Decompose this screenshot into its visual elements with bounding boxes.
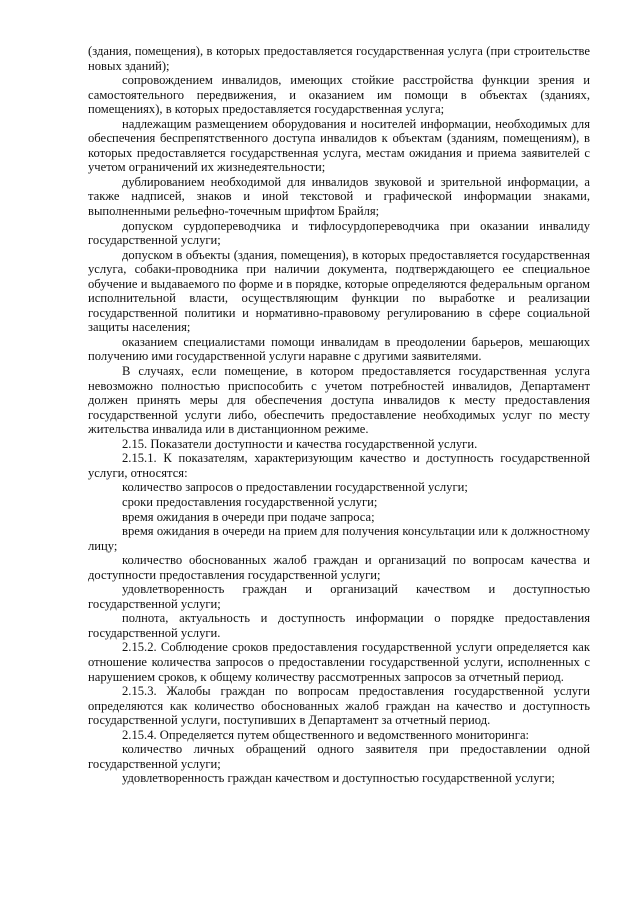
list-item-queue-time: время ожидания в очереди при подаче запроса; [122, 509, 375, 524]
paragraph-2-15-1: 2.15.1. К показателям, характеризующим качество и доступность государственной услуги, относятся: [88, 451, 590, 480]
list-item-requests-count: количество запросов о предоставлении государственной услуги; [122, 480, 468, 495]
list-item-complaints-count: количество обоснованных жалоб граждан и организаций по вопросам качества и доступности предоставления государственной услуги; [88, 553, 590, 582]
section-heading-2-15: 2.15. Показатели доступности и качества государственной услуги. [122, 436, 478, 451]
document-page [88, 44, 590, 786]
paragraph-2-15-3: 2.15.3. Жалобы граждан по вопросам предоставления государственной услуги определяются как количество обоснованных жалоб граждан на качество и доступность государственной услуги, поступивших в Департамент за отчетный период. [88, 684, 590, 728]
paragraph-2-15-4: 2.15.4. Определяется путем общественного и ведомственного мониторинга: [122, 727, 530, 742]
list-item-personal-appeals: количество личных обращений одного заявителя при предоставлении одной государственной услуги; [88, 742, 590, 771]
list-item-satisfaction: удовлетворенность граждан и организаций качеством и доступностью государственной услуги; [88, 582, 590, 611]
list-item-citizen-satisfaction: удовлетворенность граждан качеством и доступностью государственной услуги; [122, 771, 555, 786]
list-item-consultation-wait: время ожидания в очереди на прием для получения консультации или к должностному лицу; [88, 524, 590, 553]
paragraph-braille-duplication: дублированием необходимой для инвалидов звуковой и зрительной информации, а также надписей, знаков и иной текстовой и графической информации знаками, выполненными рельефно-точечным шрифтом Брайля; [88, 174, 590, 219]
paragraph-premises-adaptation: В случаях, если помещение, в котором предоставляется государственная услуга невозможно полностью приспособить с учетом потребностей инвалидов, Департамент должен принять меры для обеспечения доступа инвалидов к месту предоставления государственной услуги либо, обеспечить предоставление необходимых услуг по месту жительства инвалида или в дистанционном режиме. [88, 364, 590, 437]
list-item-service-terms: сроки предоставления государственной услуги; [122, 494, 378, 509]
paragraph-equipment-placement: надлежащим размещением оборудования и носителей информации, необходимых для обеспечения беспрепятственного доступа инвалидов к объектам (зданиям, помещениям), в которых предоставляется государственная услуга, местам ожидания и приема заявителей с учетом ограничений их жизнедеятельности; [88, 116, 590, 175]
paragraph-escort-assistance: сопровождением инвалидов, имеющих стойкие расстройства функции зрения и самостоятельного передвижения, и оказанием им помощи в объектах (зданиях, помещениях), в которых предоставляется государственная услуга; [88, 73, 590, 117]
paragraph-sign-interpreter: допуском сурдопереводчика и тифлосурдопереводчика при оказании инвалиду государственной услуги; [88, 218, 590, 248]
paragraph-guide-dog: допуском в объекты (здания, помещения), в которых предоставляется государственная услуга, собаки-проводника при наличии документа, подтверждающего ее специальное обучение и выдаваемого по форме и в порядке, которые определяются федеральным органом исполнительной власти, осуществляющим функции по выработке и реализации государственной политики и нормативно-правовому регулированию в сфере социальной защиты населения; [88, 247, 590, 335]
paragraph-specialist-help: оказанием специалистами помощи инвалидам в преодолении барьеров, мешающих получению ими государственной услуги наравне с другими заявителями. [88, 334, 590, 364]
list-item-information-completeness: полнота, актуальность и доступность информации о порядке предоставления государственной услуги. [88, 611, 590, 640]
paragraph-continuation: (здания, помещения), в которых предоставляется государственная услуга (при строительстве новых зданий); [88, 44, 590, 73]
paragraph-2-15-2: 2.15.2. Соблюдение сроков предоставления государственной услуги определяется как отношение количества запросов о предоставлении государственной услуги, исполненных с нарушением сроков, к общему количеству рассмотренных запросов за отчетный период. [88, 640, 590, 684]
